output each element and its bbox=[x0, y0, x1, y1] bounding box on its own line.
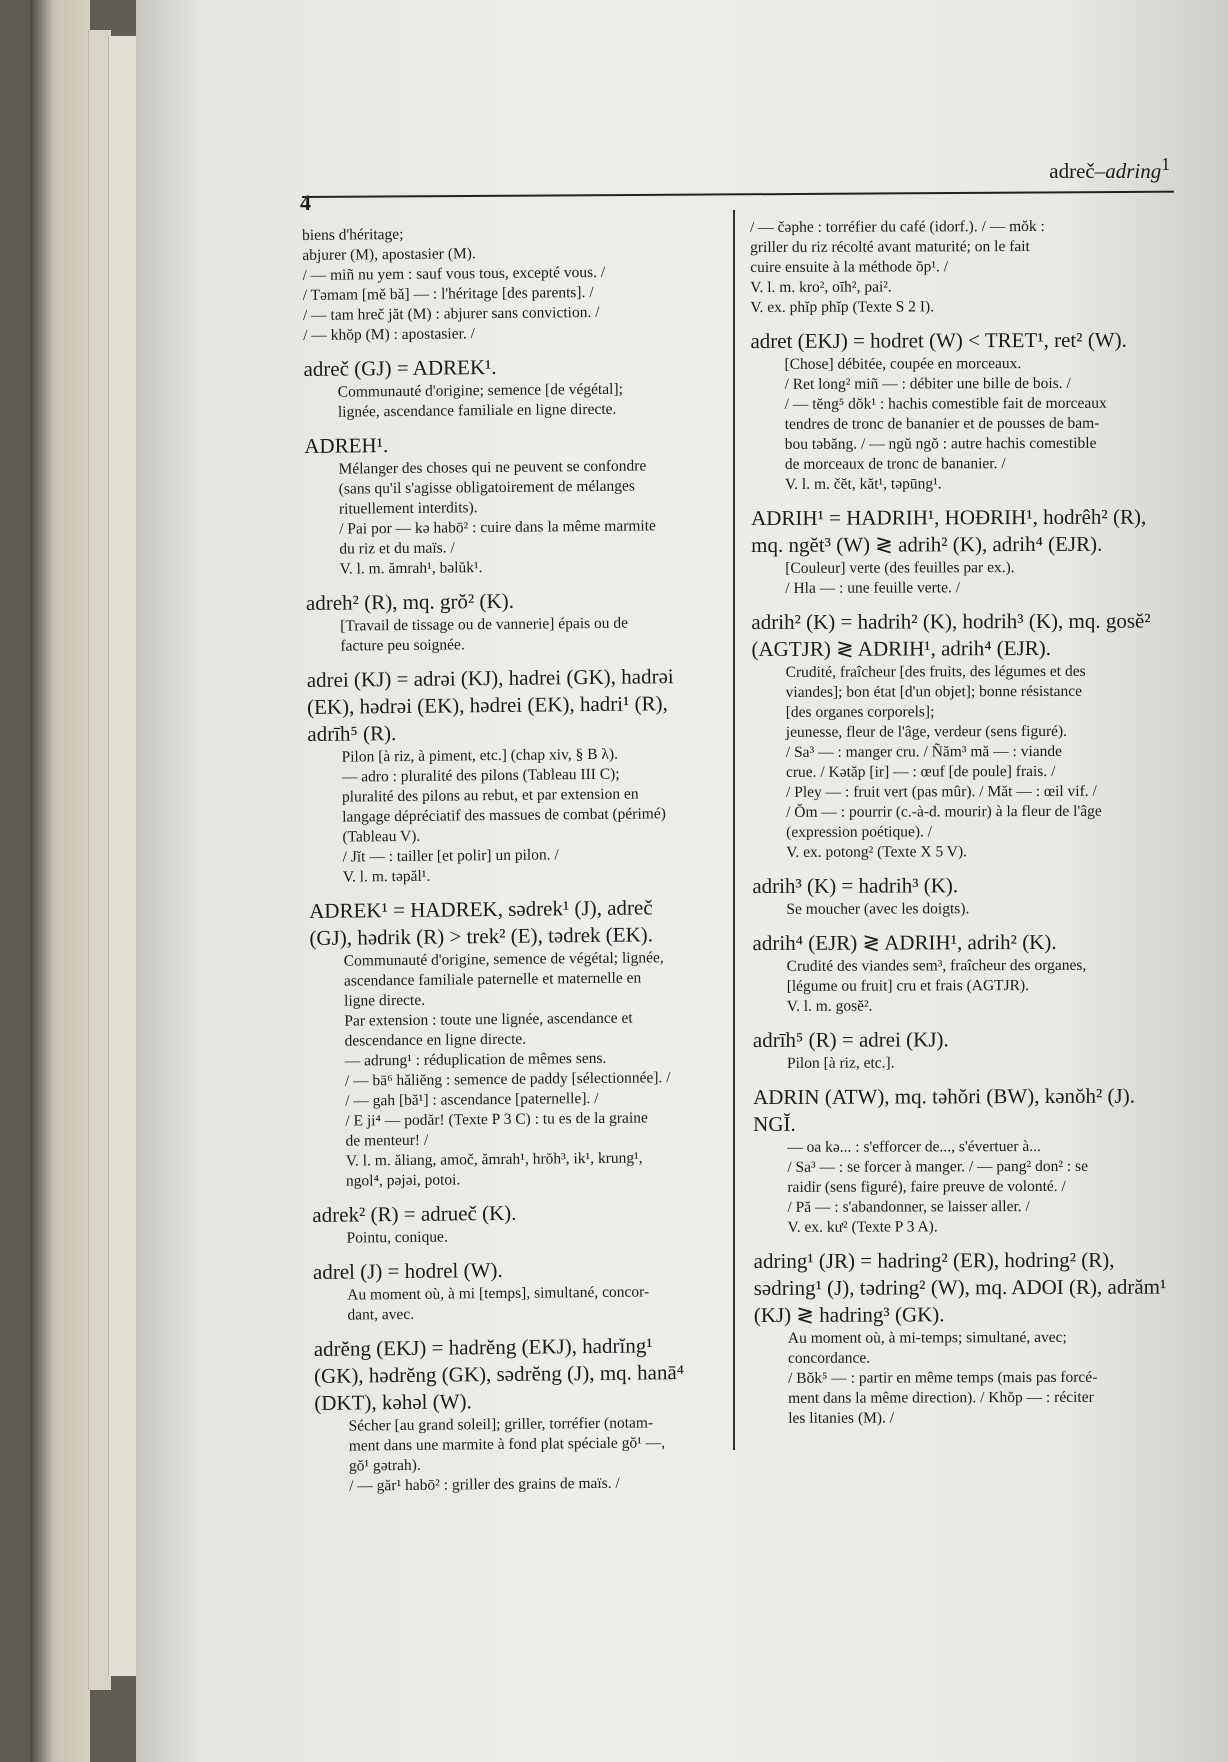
entry-line: langage dépréciatif des massues de combat (périmé) bbox=[342, 805, 666, 826]
entry-line: / Sa³ — : manger cru. / Ñăm³ mă — : viande bbox=[785, 742, 1063, 761]
entry-line: cuire ensuite à la méthode ŏp¹. / bbox=[750, 258, 949, 276]
entry-line: — oa kə... : s'efforcer de..., s'évertuer à... bbox=[787, 1137, 1041, 1156]
page-number: 4 bbox=[300, 190, 311, 215]
entry-headword: adrih³ (K) = hadrih³ (K). bbox=[752, 873, 959, 898]
dictionary-entry bbox=[752, 929, 1170, 1017]
entry-line: V. ex. potong² (Texte X 5 V). bbox=[786, 843, 968, 861]
running-head: adreč–adring$^1$ bbox=[1049, 154, 1170, 183]
entry-line: jeunesse, fleur de l'âge, verdeur (sens figuré). bbox=[785, 722, 1068, 741]
entry-headword: adrĕng (EKJ) = hadrĕng (EKJ), hadrĭng¹ (GK), hədrĕng (GK), sədrĕng (J), mq. hanā⁴ (DKT), kəhəl (W). bbox=[313, 1333, 685, 1415]
entry-headword: adret (EKJ) = hodret (W) < TRET¹, ret² (W). bbox=[750, 327, 1127, 353]
dictionary-page bbox=[136, 0, 1228, 1762]
dictionary-entry bbox=[304, 429, 686, 580]
entry-line: V. l. m. ămrah¹, bəlŭk¹. bbox=[339, 559, 483, 578]
entry-line: (expression poétique). / bbox=[786, 823, 933, 841]
entry-line: viandes]; bon état [d'un objet]; bonne résistance bbox=[785, 682, 1083, 701]
entry-headword: adrīh⁵ (R) = adrei (KJ). bbox=[752, 1027, 949, 1052]
right-column bbox=[750, 217, 1172, 1439]
entry-line: bou təbăng. / — ngŭ ngŏ : autre hachis comestible bbox=[784, 434, 1097, 453]
dictionary-entry bbox=[751, 504, 1169, 599]
entry-line: Communauté d'origine, semence de végétal; lignée, bbox=[343, 949, 664, 970]
entry-line: Pointu, conique. bbox=[346, 1228, 448, 1247]
entry-headword: adrek² (R) = adrueč (K). bbox=[312, 1200, 517, 1227]
dictionary-entry bbox=[302, 222, 683, 346]
entry-line: V. l. m. təpăl¹. bbox=[342, 867, 431, 886]
entry-line: V. l. m. kro², oīh², pai². bbox=[750, 278, 892, 296]
entry-line: Au moment où, à mi [temps], simultané, concor- bbox=[347, 1283, 650, 1304]
entry-line: les litanies (M). / bbox=[788, 1409, 895, 1427]
entry-line: tendres de tronc de bananier et de pousses de bam- bbox=[784, 414, 1100, 433]
entry-line: / — tam hreč jăt (M) : abjurer sans conviction. / bbox=[302, 303, 600, 324]
entry-line: ngol⁴, pəjəi, potoi. bbox=[345, 1171, 461, 1190]
dictionary-entry bbox=[312, 1198, 692, 1249]
entry-line: du riz et du maïs. / bbox=[339, 539, 455, 558]
page-stack-edge-inner bbox=[108, 36, 137, 1676]
dictionary-entry bbox=[753, 1026, 1171, 1074]
dictionary-entry bbox=[307, 663, 689, 888]
running-head-left: adreč bbox=[1049, 159, 1095, 183]
entry-line: Sécher [au grand soleil]; griller, torréfier (notam- bbox=[348, 1414, 654, 1435]
entry-line: dant, avec. bbox=[347, 1305, 415, 1324]
entry-line: griller du riz récolté avant maturité; on le fait bbox=[750, 238, 1030, 256]
entry-line: de menteur! / bbox=[345, 1131, 429, 1150]
entry-line: Mélanger des choses qui ne peuvent se confondre bbox=[338, 457, 647, 478]
entry-line: / Jĭt — : tailler [et polir] un pilon. / bbox=[342, 846, 559, 866]
entry-headword: adrih⁴ (EJR) ≷ ADRIH¹, adrih² (K). bbox=[752, 929, 1057, 955]
entry-line: Pilon [à riz, à piment, etc.] (chap xiv, § B λ). bbox=[341, 745, 619, 766]
dictionary-entry bbox=[751, 608, 1170, 863]
entry-line: [des organes corporels]; bbox=[785, 703, 935, 721]
entry-line: / Pley — : fruit vert (pas mûr). / Măt — : œil vif. / bbox=[785, 782, 1097, 801]
book-edge-shadow bbox=[30, 0, 90, 1762]
entry-line: [Couleur] verte (des feuilles par ex.). bbox=[785, 559, 1015, 577]
entry-line: [légume ou fruit] cru et frais (AGTJR). bbox=[786, 977, 1030, 995]
entry-line: / Bŏk⁵ — : partir en même temps (mais pas forcé- bbox=[788, 1368, 1098, 1387]
entry-line: / Pai por — kə habō² : cuire dans la même marmite bbox=[339, 517, 656, 538]
entry-line: / — miñ nu yem : sauf vous tous, excepté vous. / bbox=[302, 263, 606, 284]
entry-line: (Tableau V). bbox=[342, 827, 421, 846]
entry-line: gŏ¹ gətrah). bbox=[348, 1456, 421, 1475]
entry-line: V. l. m. ăliang, amoč, ămrah¹, hrŏh³, ik¹, krung¹, bbox=[345, 1149, 643, 1170]
entry-line: / E ji⁴ — podăr! (Texte P 3 C) : tu es de la graine bbox=[345, 1109, 648, 1130]
entry-line: Au moment où, à mi-temps; simultané, avec; bbox=[787, 1328, 1067, 1347]
entry-line: concordance. bbox=[787, 1349, 871, 1367]
entry-line: rituellement interdits). bbox=[338, 499, 478, 518]
entry-line: / Hla — : une feuille verte. / bbox=[785, 579, 961, 597]
entry-headword: ADRIN (ATW), mq. təhŏri (BW), kənŏh² (J). NGĬ. bbox=[753, 1083, 1135, 1136]
entry-headword: adrel (J) = hodrel (W). bbox=[312, 1257, 503, 1284]
entry-line: V. l. m. gosĕ². bbox=[786, 997, 873, 1015]
dictionary-entry bbox=[752, 872, 1170, 920]
entry-headword: adrih² (K) = hadrih² (K), hodrih³ (K), mq. gosĕ² (AGTJR) ≷ ADRIH¹, adrih⁴ (EJR). bbox=[751, 608, 1151, 661]
entry-line: Par extension : toute une lignée, ascendance et bbox=[344, 1009, 633, 1030]
entry-headword: ADREK¹ = HADREK, sədrek¹ (J), adreč (GJ), hədrik (R) > trek² (E), tədrek (EK). bbox=[309, 895, 654, 950]
entry-line: (sans qu'il s'agisse obligatoirement de mélanges bbox=[338, 477, 635, 498]
entry-line: V. ex. phĭp phĭp (Texte S 2 I). bbox=[750, 298, 935, 316]
entry-line: / Ret long² miñ — : débiter une bille de bois. / bbox=[784, 374, 1071, 393]
entry-line: / — khŏp (M) : apostasier. / bbox=[303, 325, 476, 344]
entry-headword: adreč (GJ) = ADREK¹. bbox=[303, 354, 497, 381]
entry-line: / Təmam [mě bǎ] — : l'héritage [des parents]. / bbox=[302, 283, 594, 304]
entry-line: crue. / Kətăp [ir] — : œuf [de poule] frais. / bbox=[785, 762, 1056, 781]
entry-line: — adrung¹ : réduplication de mêmes sens. bbox=[344, 1049, 607, 1070]
entry-headword: ADRIH¹ = HADRIH¹, HOĐRIH¹, hodrêh² (R), mq. ngĕt³ (W) ≷ adrih² (K), adrih⁴ (EJR). bbox=[751, 504, 1147, 557]
entry-line: biens d'héritage; bbox=[302, 225, 404, 244]
entry-line: [Chose] débitée, coupée en morceaux. bbox=[784, 355, 1022, 373]
entry-line: / — gah [bă¹] : ascendance [paternelle]. / bbox=[345, 1089, 599, 1110]
entry-headword: adreh² (R), mq. grŏ² (K). bbox=[305, 588, 515, 615]
running-head-sup: 1 bbox=[1161, 154, 1170, 174]
dictionary-entry bbox=[309, 894, 692, 1192]
entry-line: V. l. m. čĕt, kăt¹, təpūng¹. bbox=[784, 475, 942, 493]
entry-line: ment dans la même direction). / Khŏp — : réciter bbox=[788, 1388, 1094, 1407]
entry-line: / Pă — : s'abandonner, se laisser aller. / bbox=[787, 1198, 1030, 1216]
column-divider bbox=[733, 210, 735, 1450]
entry-headword: adring¹ (JR) = hadring² (ER), hodring² (R), sədring¹ (J), tədring² (W), mq. ADOI (R), adrăm¹ (KJ) ≷ hadring³ (GK). bbox=[753, 1247, 1167, 1327]
entry-line: / — bā⁶ hăliĕng : semence de paddy [sélectionnée]. / bbox=[344, 1069, 671, 1090]
entry-line: [Travail de tissage ou de vannerie] épais ou de bbox=[340, 614, 629, 635]
entry-line: ment dans une marmite à fond plat spéciale gŏ¹ —, bbox=[348, 1434, 666, 1455]
entry-line: ascendance familiale paternelle et maternelle en bbox=[343, 969, 642, 990]
entry-line: ligne directe. bbox=[344, 991, 426, 1010]
entry-headword: ADREH¹. bbox=[304, 433, 389, 458]
entry-line: raidir (sens figuré), faire preuve de volonté. / bbox=[787, 1177, 1066, 1196]
entry-line: V. ex. kư² (Texte P 3 A). bbox=[787, 1218, 938, 1236]
entry-line: — adro : pluralité des pilons (Tableau III C); bbox=[341, 765, 620, 786]
header-rule bbox=[302, 191, 1174, 198]
dictionary-entry bbox=[753, 1083, 1172, 1238]
entry-line: Pilon [à riz, etc.]. bbox=[786, 1054, 895, 1072]
running-head-right: adring bbox=[1105, 159, 1162, 183]
entry-line: Se moucher (avec les doigts). bbox=[786, 900, 970, 918]
dictionary-entry bbox=[314, 1332, 696, 1497]
left-column bbox=[302, 222, 695, 1507]
dictionary-entry bbox=[750, 217, 1168, 318]
entry-line: pluralité des pilons au rebut, et par extension en bbox=[341, 785, 639, 806]
entry-line: / Ŏm — : pourrir (c.-à-d. mourir) à la fleur de l'âge bbox=[786, 802, 1102, 821]
entry-line: / — čəphe : torréfier du café (idorf.). / — mŏk : bbox=[750, 217, 1045, 236]
entry-line: Communauté d'origine; semence [de végétal]; bbox=[337, 380, 623, 401]
entry-line: Crudité des viandes sem³, fraîcheur des organes, bbox=[786, 956, 1087, 975]
entry-line: / Sa³ — : se forcer à manger. / — pang² don² : se bbox=[787, 1157, 1088, 1176]
dictionary-entry bbox=[750, 327, 1169, 495]
entry-line: facture peu soignée. bbox=[340, 636, 465, 655]
entry-line: / — tĕng⁵ dŏk¹ : hachis comestible fait de morceaux bbox=[784, 394, 1107, 413]
entry-line: / — găr¹ habō² : griller des grains de maïs. / bbox=[349, 1474, 620, 1495]
dictionary-entry bbox=[754, 1247, 1173, 1429]
entry-line: de morceaux de tronc de bananier. / bbox=[784, 455, 1006, 473]
entry-line: lignée, ascendance familiale en ligne directe. bbox=[337, 400, 617, 421]
dictionary-entry bbox=[313, 1255, 694, 1326]
entry-headword: adrei (KJ) = adrəi (KJ), hadrei (GK), hadrəi (EK), hədrəi (EK), hədrei (EK), hadri¹ (R), adrīh⁵ (R). bbox=[306, 664, 674, 746]
dictionary-entry bbox=[306, 586, 687, 657]
dictionary-entry bbox=[303, 352, 684, 423]
entry-line: Crudité, fraîcheur [des fruits, des légumes et des bbox=[785, 662, 1086, 681]
entry-line: abjurer (M), apostasier (M). bbox=[302, 245, 476, 264]
entry-line: descendance en ligne directe. bbox=[344, 1030, 527, 1050]
